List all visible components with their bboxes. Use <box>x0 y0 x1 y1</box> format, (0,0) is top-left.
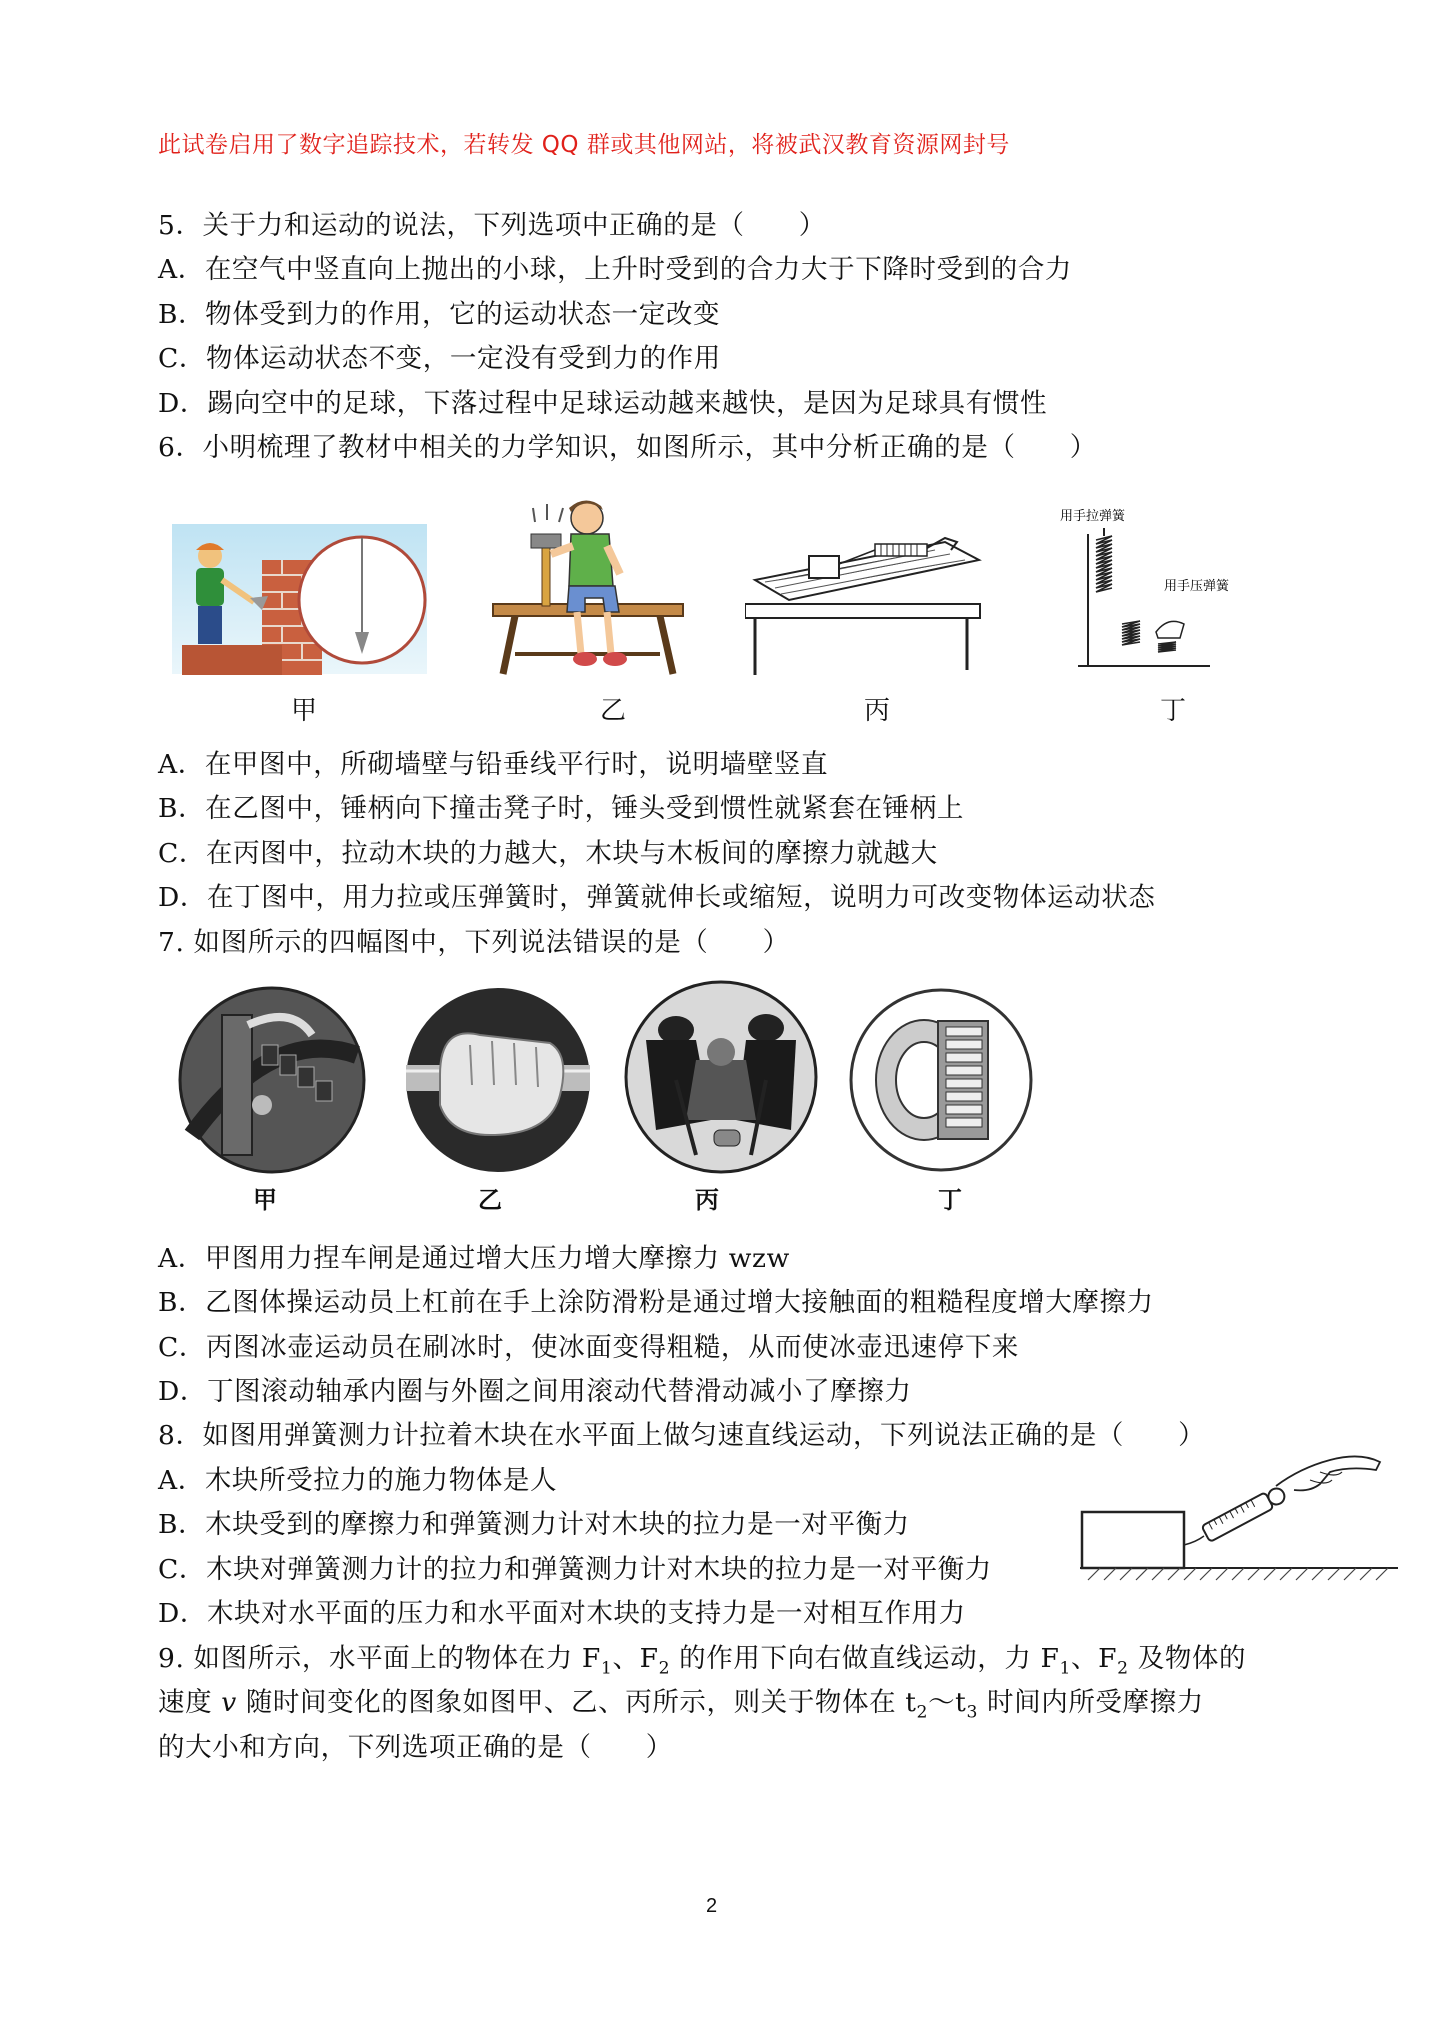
q7-option-c: C．丙图冰壶运动员在刷冰时，使冰面变得粗糙，从而使冰壶迅速停下来 <box>158 1332 1019 1363</box>
q8-figure-spring-scale-block <box>1080 1450 1400 1595</box>
q7-figure-ding-bearing <box>846 985 1036 1175</box>
q5-option-d: D．踢向空中的足球，下落过程中足球运动越来越快，是因为足球具有惯性 <box>158 388 1048 419</box>
q6-figure-jia-plumb-line <box>172 520 427 680</box>
q7-stem: 7. 如图所示的四幅图中，下列说法错误的是（ ） <box>158 927 790 958</box>
q7-figure-jia-bike-brake <box>172 985 372 1175</box>
q9-l2-text-b: 随时间变化的图象如图甲、乙、丙所示，则关于物体在 t <box>236 1687 917 1718</box>
q5-stem: 5．关于力和运动的说法，下列选项中正确的是（ ） <box>158 210 826 241</box>
q9-l1-sub-1: 1 <box>600 1658 613 1679</box>
q7-caption-jia: 甲 <box>253 1186 277 1214</box>
tracking-notice: 此试卷启用了数字追踪技术，若转发 QQ 群或其他网站，将被武汉教育资源网封号 <box>158 132 1010 158</box>
q7-figure-yi-gymnast-bar <box>400 985 596 1175</box>
q9-l1-text-b: 、F <box>612 1643 659 1674</box>
q9-l1-text-c: 的作用下向右做直线运动，力 F <box>670 1643 1060 1674</box>
q6-stem: 6．小明梳理了教材中相关的力学知识，如图所示，其中分析正确的是（ ） <box>158 432 1097 463</box>
q6-figure-bing-block-on-board <box>745 520 985 680</box>
q5-option-b: B．物体受到力的作用，它的运动状态一定改变 <box>158 299 721 330</box>
q9-line-1 <box>158 1636 1246 1678</box>
q9-l2-text-c: ～t <box>928 1687 967 1718</box>
page-number: 2 <box>706 1895 718 1917</box>
spring-pull-label: 用手拉弹簧 <box>1060 509 1126 524</box>
q7-caption-yi: 乙 <box>478 1186 502 1214</box>
q9-l1-text-d: 、F <box>1071 1643 1118 1674</box>
q9-l1-text-a: 9. 如图所示，水平面上的物体在力 F <box>158 1643 601 1674</box>
q8-option-a: A．木块所受拉力的施力物体是人 <box>158 1465 558 1496</box>
q8-stem: 8．如图用弹簧测力计拉着木块在水平面上做匀速直线运动，下列说法正确的是（ ） <box>158 1420 1206 1451</box>
q6-caption-jia: 甲 <box>291 696 318 726</box>
q7-option-a: A．甲图用力捏车闸是通过增大压力增大摩擦力 wzw <box>158 1243 790 1274</box>
q9-l2-velocity-symbol: v <box>221 1687 237 1718</box>
q7-figure-bing-curling <box>616 980 826 1175</box>
q8-option-d: D．木块对水平面的压力和水平面对木块的支持力是一对相互作用力 <box>158 1598 966 1629</box>
q9-l1-sub-4: 2 <box>1117 1658 1129 1679</box>
q6-option-b: B．在乙图中，锤柄向下撞击凳子时，锤头受到惯性就紧套在锤柄上 <box>158 793 964 824</box>
q8-option-c: C．木块对弹簧测力计的拉力和弹簧测力计对木块的拉力是一对平衡力 <box>158 1554 992 1585</box>
q5-option-a: A．在空气中竖直向上抛出的小球，上升时受到的合力大于下降时受到的合力 <box>158 254 1073 285</box>
q5-option-c: C．物体运动状态不变，一定没有受到力的作用 <box>158 343 721 374</box>
q7-option-d: D．丁图滚动轴承内圈与外圈之间用滚动代替滑动减小了摩擦力 <box>158 1376 912 1407</box>
q9-l1-sub-3: 1 <box>1059 1658 1072 1679</box>
q7-option-b: B．乙图体操运动员上杠前在手上涂防滑粉是通过增大接触面的粗糙程度增大摩擦力 <box>158 1287 1154 1318</box>
q9-line-3: 的大小和方向，下列选项正确的是（ ） <box>158 1732 673 1763</box>
q6-caption-ding: 丁 <box>1160 696 1187 726</box>
q6-option-c: C．在丙图中，拉动木块的力越大，木块与木板间的摩擦力就越大 <box>158 838 938 869</box>
q7-caption-bing: 丙 <box>695 1186 719 1214</box>
q9-l2-sub-1: 2 <box>916 1702 929 1723</box>
q9-l2-text-d: 时间内所受摩擦力 <box>978 1687 1204 1718</box>
q8-option-b: B．木块受到的摩擦力和弹簧测力计对木块的拉力是一对平衡力 <box>158 1509 910 1540</box>
spring-press-label: 用手压弹簧 <box>1164 579 1230 594</box>
q9-line-2 <box>158 1680 1204 1722</box>
q6-option-d: D．在丁图中，用力拉或压弹簧时，弹簧就伸长或缩短，说明力可改变物体运动状态 <box>158 882 1156 913</box>
q6-figure-ding-springs <box>1060 506 1250 676</box>
q9-l2-text-a: 速度 <box>158 1687 222 1718</box>
q6-caption-bing: 丙 <box>864 696 891 726</box>
q9-l2-sub-2: 3 <box>966 1702 978 1723</box>
q6-option-a: A．在甲图中，所砌墙壁与铅垂线平行时，说明墙壁竖直 <box>158 749 829 780</box>
q9-l1-sub-2: 2 <box>658 1658 671 1679</box>
q7-caption-ding: 丁 <box>938 1186 962 1214</box>
q9-l1-text-e: 及物体的 <box>1128 1643 1247 1674</box>
q6-figure-yi-hammer-bench <box>485 494 690 684</box>
q6-caption-yi: 乙 <box>600 696 627 726</box>
